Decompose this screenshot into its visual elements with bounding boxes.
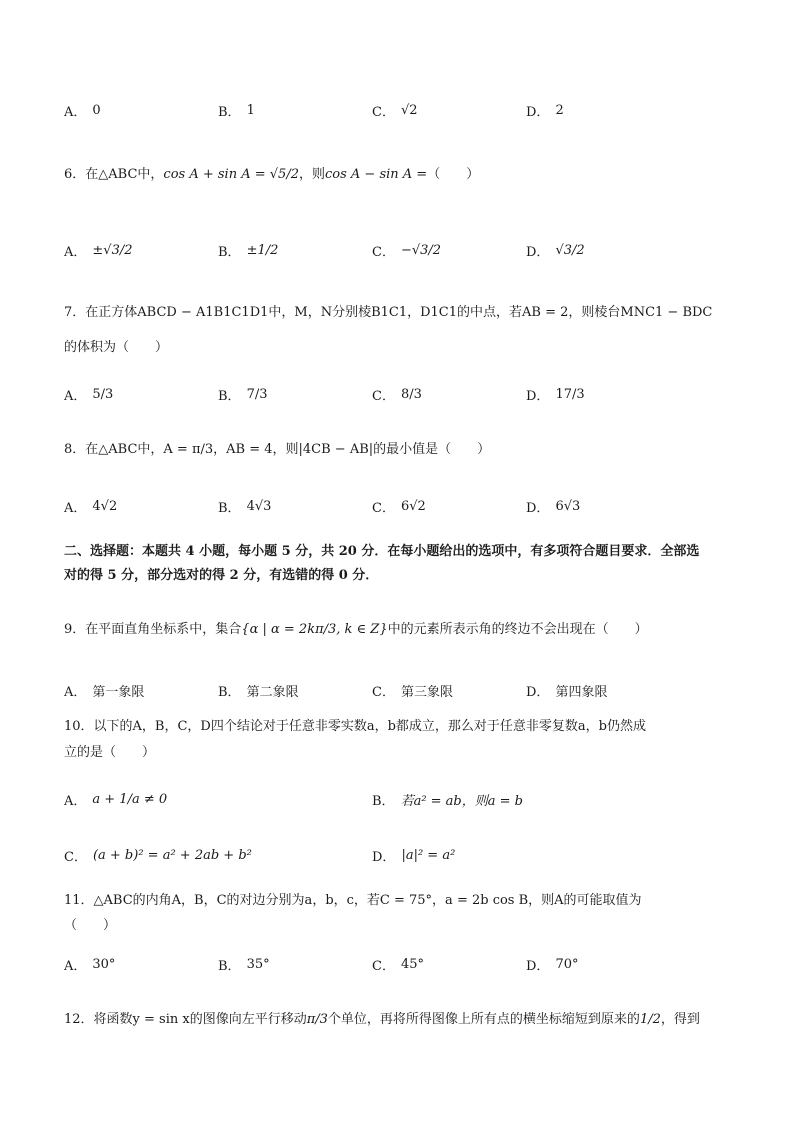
q6-option-c: C． −√3/2 [372,242,442,260]
q7-option-b: B． 7/3 [218,386,268,404]
q8-option-c: C． 6√2 [372,498,426,516]
q9-option-a: A． 第一象限 [64,684,145,700]
q9-options [64,670,744,710]
q11-options [64,944,744,984]
q8-option-b: B． 4√3 [218,498,272,516]
q12-shift: π/3 [306,1012,328,1027]
q5-option-c-value: √2 [400,102,418,118]
q12-stem: 12． 将函数y = sin x的图像向左平行移动 π/3 个单位，再将所得图像上所有点的横坐标缩短到原来的 1/2 ，得到 [64,1000,700,1040]
q6-stem: 6．在△ABC中，cos A + sin A = √5/2，则cos A − sin A =（ ） [64,167,480,182]
q5-option-c: C． √2 [372,102,418,120]
q10-option-a: A． a + 1/a ≠ 0 [64,791,168,809]
q5-option-a: A． 0 [64,102,101,120]
q10-options-row2 [64,835,744,875]
q5-option-b: B． 1 [218,102,255,120]
q7-options [64,374,744,414]
q8-option-a: A． 4√2 [64,498,118,516]
q11-option-b: B． 35° [218,956,270,974]
q9-stem: 9．在平面直角坐标系中，集合{α | α = 2kπ/3, k ∈ Z}中的元素所表示角的终边不会出现在（ ） [64,622,648,637]
q12-scale: 1/2 [639,1012,661,1027]
q5-options [64,90,744,130]
section2-line2: 对的得 5 分，部分选对的得 2 分，有选错的得 0 分． [64,568,379,583]
q6-option-b: B． ±1/2 [218,242,279,260]
q7-stem-line2: 的体积为（ ） [64,340,169,355]
q10-stem-line2: 立的是（ ） [64,745,156,760]
q8-stem: 8．在△ABC中，A = π/3，AB = 4，则|4CB − AB|的最小值是（ ） [64,442,491,457]
q10-option-d: D． |a|² = a² [372,847,456,865]
q9-option-c: C． 第三象限 [372,684,453,700]
q10-option-b: B． 若a² = ab，则a = b [372,793,523,809]
q8-option-d: D． 6√3 [526,498,581,516]
q9-option-b: B． 第二象限 [218,684,299,700]
section2-line1: 二、选择题：本题共 4 小题，每小题 5 分，共 20 分．在每小题给出的选项中，有多项符合题目要求．全部选 [64,544,700,559]
q8-options [64,486,744,526]
q6-condition: cos A + sin A = √5/2 [163,167,299,182]
q11-stem-line1: 11．△ABC的内角A，B，C的对边分别为a，b，c，若C = 75°，a = 2b cos B，则A的可能取值为 [64,893,642,908]
q5-option-d: D． 2 [526,102,564,120]
section2-header [64,540,734,588]
q10-options-row1 [64,779,744,819]
q11-option-a: A． 30° [64,956,116,974]
q7-stem-line1: 7．在正方体ABCD − A1B1C1D1中，M，N分别棱B1C1，D1C1的中点，若AB = 2，则棱台MNC1 − BDC [64,305,713,320]
q11-stem-line2: （ ） [64,918,117,933]
q9-set: {α | α = 2kπ/3, k ∈ Z} [241,622,388,637]
q7-option-a: A． 5/3 [64,386,114,404]
q11-option-d: D． 70° [526,956,579,974]
q11-option-c: C． 45° [372,956,424,974]
q7-option-c: C． 8/3 [372,386,422,404]
q10-stem-line1: 10．以下的A，B，C，D四个结论对于任意非零实数a，b都成立，那么对于任意非零复数a，b仍然成 [64,719,647,734]
q10-option-c: C． (a + b)² = a² + 2ab + b² [64,847,252,865]
q6-option-a: A． ±√3/2 [64,242,133,260]
q9-option-d: D． 第四象限 [526,684,608,700]
q6-option-d: D． √3/2 [526,242,585,260]
q6-options [64,230,744,270]
q7-option-d: D． 17/3 [526,386,585,404]
